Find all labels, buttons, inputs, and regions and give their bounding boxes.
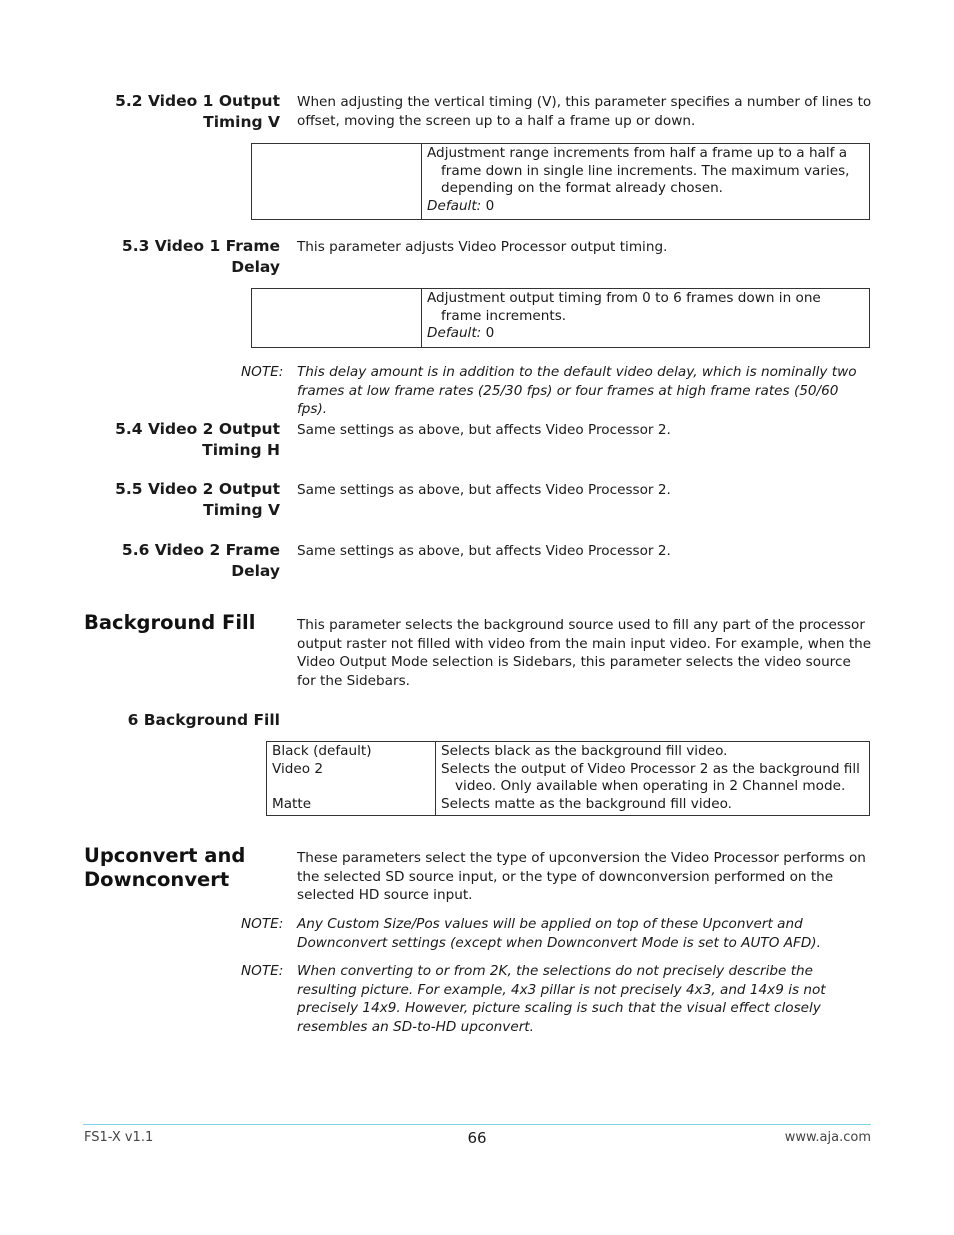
description-cell xyxy=(436,742,870,816)
option-video-2: Video 2 xyxy=(272,760,324,777)
default-value xyxy=(427,325,864,343)
background-fill-text: This parameter selects the background source used to fill any part of the processor output raster not filled with video from the main input video. For example, when the Video Output Mode selection is Sidebars, this parameter selects the video source for the Sidebars. xyxy=(297,617,872,689)
main-heading-background-fill: Background Fill xyxy=(84,611,256,634)
option-cell xyxy=(267,742,436,816)
section-text-5-2: When adjusting the vertical timing (V), this parameter specifies a number of lines to offset, moving the screen up to a half a frame up or down. xyxy=(297,94,872,129)
section-text-5-4: Same settings as above, but affects Video Processor 2. xyxy=(297,422,671,438)
note-label: NOTE: xyxy=(241,916,284,932)
table-cell-desc xyxy=(422,144,870,220)
option-matte: Matte xyxy=(272,795,312,812)
section-text-5-5: Same settings as above, but affects Video Processor 2. xyxy=(297,482,671,498)
heading-line: Timing H xyxy=(202,441,280,459)
note-label: NOTE: xyxy=(241,963,284,979)
heading-line: 5.6 Video 2 Frame xyxy=(121,541,280,559)
footer-divider xyxy=(83,1124,871,1125)
page-number: 66 xyxy=(467,1129,487,1147)
section-heading-6 xyxy=(80,710,280,731)
heading-line: 5.2 Video 1 Output xyxy=(115,92,280,110)
section-heading-5-4 xyxy=(80,419,280,461)
heading-line: 6 Background Fill xyxy=(127,711,280,729)
option-spacer xyxy=(272,778,430,796)
heading-line: Timing V xyxy=(203,113,280,131)
parameter-table-5-3 xyxy=(251,288,870,348)
range-description: Adjustment range increments from half a frame up to a half a frame down in single line increments. The maximum varies, depending on the format already chosen. xyxy=(427,145,850,196)
heading-line: 5.3 Video 1 Frame xyxy=(121,237,280,255)
default-label: Default: xyxy=(427,197,482,214)
default-label: Default: xyxy=(427,325,482,341)
background-fill-table xyxy=(266,741,870,816)
desc-black: Selects black as the background fill video. xyxy=(441,743,728,759)
table-cell-empty xyxy=(252,144,422,220)
heading-line: Downconvert xyxy=(84,868,230,891)
desc-video-2: Selects the output of Video Processor 2 as the background fill video. Only available when operating in 2 Channel mode. xyxy=(441,760,860,794)
range-description: Adjustment output timing from 0 to 6 frames down in one frame increments. xyxy=(427,290,821,324)
note-label: NOTE: xyxy=(241,364,284,380)
heading-line: 5.5 Video 2 Output xyxy=(115,480,280,498)
desc-matte: Selects matte as the background fill video. xyxy=(441,795,732,812)
footer-website: www.aja.com xyxy=(784,1130,871,1145)
section-text-5-3: This parameter adjusts Video Processor output timing. xyxy=(297,239,668,255)
footer-version: FS1-X v1.1 xyxy=(84,1130,154,1145)
table-cell-desc xyxy=(422,289,870,348)
heading-line: Timing V xyxy=(203,501,280,519)
parameter-table-5-2 xyxy=(251,143,870,220)
note-text: This delay amount is in addition to the default video delay, which is nominally two frames at low frame rates (25/30 fps) or four frames at high frame rates (50/60 fps). xyxy=(297,364,857,418)
heading-line: Delay xyxy=(231,258,280,276)
section-heading-5-6 xyxy=(80,540,280,582)
heading-line: Delay xyxy=(231,562,280,580)
table-cell-empty xyxy=(252,289,422,348)
section-text-5-6: Same settings as above, but affects Video Processor 2. xyxy=(297,543,671,559)
section-heading-5-5 xyxy=(80,479,280,521)
default-value xyxy=(427,198,864,216)
note-text: When converting to or from 2K, the selections do not precisely describe the resulting picture. For example, 4x3 pillar is not precisely 4x3, and 14x9 is not precisely 14x9. However, picture scaling is such that the visual effect closely resembles an SD-to-HD upconvert. xyxy=(297,963,826,1035)
main-heading-upconvert xyxy=(84,844,245,892)
default-number: 0 xyxy=(481,197,495,214)
section-heading-5-2 xyxy=(80,91,280,133)
note-text: Any Custom Size/Pos values will be applied on top of these Upconvert and Downconvert settings (except when Downconvert Mode is set to AUTO AFD). xyxy=(297,916,821,951)
option-black: Black (default) xyxy=(272,743,372,759)
default-number: 0 xyxy=(481,325,495,341)
upconvert-text: These parameters select the type of upconversion the Video Processor performs on the selected SD source input, or the type of downconversion performed on the selected HD source input. xyxy=(297,850,866,904)
heading-line: 5.4 Video 2 Output xyxy=(115,420,280,438)
section-heading-5-3 xyxy=(80,236,280,278)
heading-line: Upconvert and xyxy=(84,844,246,867)
